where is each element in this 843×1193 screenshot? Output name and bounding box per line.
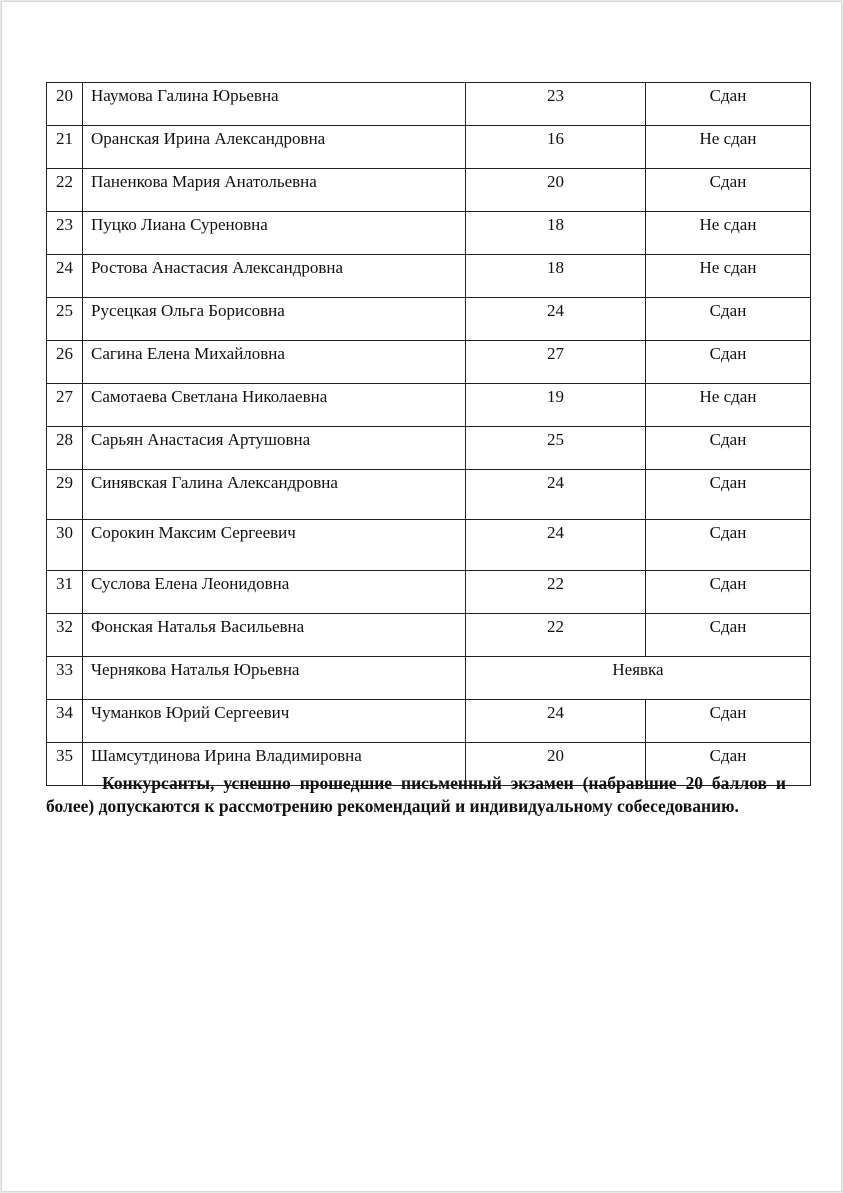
row-number-cell: 23 [47, 212, 83, 255]
result-status-cell: Сдан [646, 571, 811, 614]
candidate-name-cell: Чернякова Наталья Юрьевна [83, 657, 466, 700]
score-cell: 23 [466, 83, 646, 126]
score-cell: 19 [466, 384, 646, 427]
row-number-cell: 30 [47, 520, 83, 571]
table-row [47, 614, 811, 657]
score-cell: 16 [466, 126, 646, 169]
score-cell: 27 [466, 341, 646, 384]
candidate-name-cell: Суслова Елена Леонидовна [83, 571, 466, 614]
result-status-cell: Сдан [646, 83, 811, 126]
row-number-cell: 34 [47, 700, 83, 743]
result-status-cell: Сдан [646, 520, 811, 571]
candidate-name-cell: Пуцко Лиана Суреновна [83, 212, 466, 255]
absence-cell: Неявка [466, 657, 811, 700]
table-row [47, 212, 811, 255]
candidate-name-cell: Чуманков Юрий Сергеевич [83, 700, 466, 743]
row-number-cell: 29 [47, 470, 83, 520]
score-cell: 18 [466, 212, 646, 255]
table-row [47, 255, 811, 298]
row-number-cell: 31 [47, 571, 83, 614]
row-number-cell: 26 [47, 341, 83, 384]
candidate-name-cell: Наумова Галина Юрьевна [83, 83, 466, 126]
table-row [47, 169, 811, 212]
row-number-cell: 27 [47, 384, 83, 427]
row-number-cell: 25 [47, 298, 83, 341]
result-status-cell: Сдан [646, 743, 811, 786]
candidate-name-cell: Фонская Наталья Васильевна [83, 614, 466, 657]
candidate-name-cell: Сагина Елена Михайловна [83, 341, 466, 384]
document-page [1, 1, 842, 1192]
row-number-cell: 22 [47, 169, 83, 212]
table-row [47, 126, 811, 169]
candidate-name-cell: Оранская Ирина Александровна [83, 126, 466, 169]
table-row [47, 341, 811, 384]
table-row [47, 427, 811, 470]
result-status-cell: Сдан [646, 427, 811, 470]
score-cell: 20 [466, 743, 646, 786]
candidate-name-cell: Русецкая Ольга Борисовна [83, 298, 466, 341]
row-number-cell: 33 [47, 657, 83, 700]
candidate-name-cell: Ростова Анастасия Александровна [83, 255, 466, 298]
admission-note: Конкурсанты, успешно прошедшие письменный экзамен (набравшие 20 баллов и более) допускаются к рассмотрению рекомендаций и индивидуальному собеседованию. [46, 773, 786, 816]
result-status-cell: Не сдан [646, 255, 811, 298]
score-cell: 20 [466, 169, 646, 212]
row-number-cell: 20 [47, 83, 83, 126]
result-status-cell: Не сдан [646, 126, 811, 169]
result-status-cell: Не сдан [646, 384, 811, 427]
score-cell: 18 [466, 255, 646, 298]
score-cell: 24 [466, 298, 646, 341]
result-status-cell: Не сдан [646, 212, 811, 255]
result-status-cell: Сдан [646, 341, 811, 384]
table-row [47, 520, 811, 571]
table-row [47, 83, 811, 126]
row-number-cell: 35 [47, 743, 83, 786]
score-cell: 24 [466, 520, 646, 571]
row-number-cell: 24 [47, 255, 83, 298]
score-cell: 22 [466, 614, 646, 657]
table-row [47, 384, 811, 427]
score-cell: 24 [466, 700, 646, 743]
candidate-name-cell: Самотаева Светлана Николаевна [83, 384, 466, 427]
row-number-cell: 32 [47, 614, 83, 657]
result-status-cell: Сдан [646, 700, 811, 743]
table-row [47, 298, 811, 341]
candidate-name-cell: Сарьян Анастасия Артушовна [83, 427, 466, 470]
candidate-name-cell: Шамсутдинова Ирина Владимировна [83, 743, 466, 786]
candidate-name-cell: Сорокин Максим Сергеевич [83, 520, 466, 571]
score-cell: 25 [466, 427, 646, 470]
table-row [47, 571, 811, 614]
candidate-name-cell: Паненкова Мария Анатольевна [83, 169, 466, 212]
row-number-cell: 28 [47, 427, 83, 470]
score-cell: 24 [466, 470, 646, 520]
result-status-cell: Сдан [646, 169, 811, 212]
candidate-name-cell: Синявская Галина Александровна [83, 470, 466, 520]
table-row [47, 700, 811, 743]
result-status-cell: Сдан [646, 470, 811, 520]
score-cell: 22 [466, 571, 646, 614]
results-table [46, 82, 811, 786]
table-row [47, 657, 811, 700]
result-status-cell: Сдан [646, 298, 811, 341]
table-row [47, 470, 811, 520]
result-status-cell: Сдан [646, 614, 811, 657]
row-number-cell: 21 [47, 126, 83, 169]
